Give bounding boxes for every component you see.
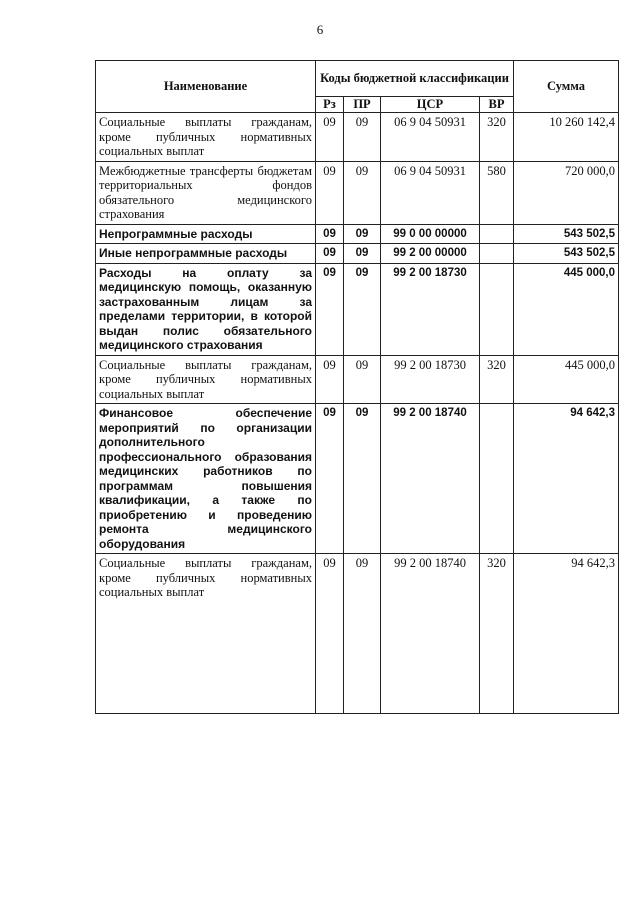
row-pr: 09: [344, 404, 381, 554]
row-name: Финансовое обеспечение мероприятий по организации дополнительного профессионального образования медицинских работников по программам повышения квалификации, а также по приобретению и проведению ремонта медицинского оборудования: [96, 404, 316, 554]
row-pr: 09: [344, 244, 381, 264]
header-pr: ПР: [344, 97, 381, 113]
row-pr: 09: [344, 161, 381, 224]
row-csr: 99 2 00 00000: [381, 244, 480, 264]
row-pr: 09: [344, 113, 381, 162]
row-vr: 320: [480, 554, 514, 714]
row-rz: 09: [316, 113, 344, 162]
row-csr: 06 9 04 50931: [381, 161, 480, 224]
table-row: [96, 244, 619, 264]
header-codes: Коды бюджетной классификации: [316, 61, 514, 97]
row-vr: [480, 263, 514, 355]
header-name: Наименование: [96, 61, 316, 113]
row-sum: 445 000,0: [514, 263, 619, 355]
header-rz: Рз: [316, 97, 344, 113]
row-sum: 10 260 142,4: [514, 113, 619, 162]
row-sum: 445 000,0: [514, 355, 619, 404]
table-row: [96, 224, 619, 244]
row-name: Социальные выплаты гражданам, кроме публичных нормативных социальных выплат: [96, 554, 316, 714]
row-sum: 720 000,0: [514, 161, 619, 224]
table-row: [96, 355, 619, 404]
budget-table: [95, 60, 619, 714]
row-rz: 09: [316, 263, 344, 355]
table-row: [96, 161, 619, 224]
row-vr: 320: [480, 355, 514, 404]
row-name: Социальные выплаты гражданам, кроме публичных нормативных социальных выплат: [96, 113, 316, 162]
table-row: [96, 263, 619, 355]
row-csr: 99 2 00 18740: [381, 554, 480, 714]
row-csr: 99 0 00 00000: [381, 224, 480, 244]
table-row: [96, 113, 619, 162]
table-header: [96, 61, 619, 113]
row-rz: 09: [316, 554, 344, 714]
row-pr: 09: [344, 355, 381, 404]
row-pr: 09: [344, 554, 381, 714]
row-csr: 99 2 00 18730: [381, 355, 480, 404]
row-name: Социальные выплаты гражданам, кроме публичных нормативных социальных выплат: [96, 355, 316, 404]
row-csr: 99 2 00 18740: [381, 404, 480, 554]
row-rz: 09: [316, 244, 344, 264]
table-row: [96, 404, 619, 554]
row-sum: 543 502,5: [514, 224, 619, 244]
row-rz: 09: [316, 224, 344, 244]
row-sum: 543 502,5: [514, 244, 619, 264]
row-pr: 09: [344, 263, 381, 355]
table-row: [96, 554, 619, 714]
row-rz: 09: [316, 355, 344, 404]
row-vr: [480, 404, 514, 554]
row-sum: 94 642,3: [514, 554, 619, 714]
page-number: 6: [316, 22, 324, 37]
row-vr: [480, 224, 514, 244]
row-vr: 320: [480, 113, 514, 162]
row-name: Межбюджетные трансферты бюджетам территориальных фондов обязательного медицинского страхования: [96, 161, 316, 224]
row-rz: 09: [316, 404, 344, 554]
row-pr: 09: [344, 224, 381, 244]
row-csr: 06 9 04 50931: [381, 113, 480, 162]
row-sum: 94 642,3: [514, 404, 619, 554]
row-rz: 09: [316, 161, 344, 224]
row-name: Иные непрограммные расходы: [96, 244, 316, 264]
row-csr: 99 2 00 18730: [381, 263, 480, 355]
header-csr: ЦСР: [381, 97, 480, 113]
header-sum: Сумма: [514, 61, 619, 113]
row-name: Расходы на оплату за медицинскую помощь, оказанную застрахованным лицам за пределами территории, в которой выдан полис обязательного медицинского страхования: [96, 263, 316, 355]
row-vr: [480, 244, 514, 264]
row-vr: 580: [480, 161, 514, 224]
table-body: [96, 113, 619, 714]
header-vr: ВР: [480, 97, 514, 113]
row-name: Непрограммные расходы: [96, 224, 316, 244]
